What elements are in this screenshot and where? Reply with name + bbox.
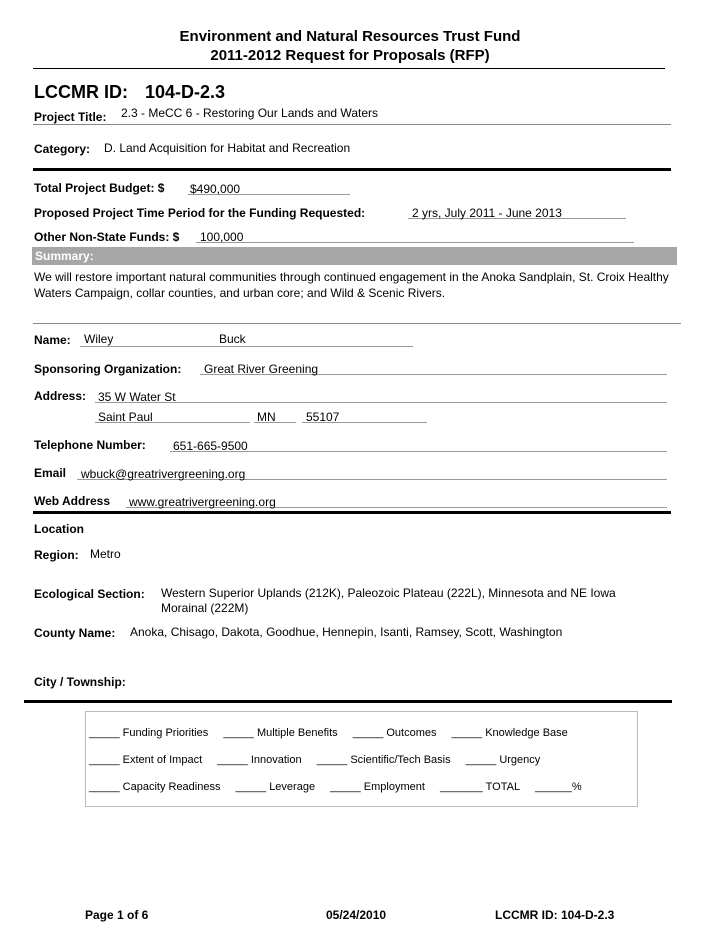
scoring-row-2 — [89, 754, 552, 766]
zip-value: 55107 — [306, 410, 340, 424]
score-knowledge-base: _____ Knowledge Base — [451, 727, 568, 739]
email-value: wbuck@greatrivergreening.org — [81, 467, 246, 481]
name-field — [80, 332, 413, 347]
footer-date: 05/24/2010 — [326, 908, 387, 922]
score-scientific-basis: _____ Scientific/Tech Basis — [316, 754, 451, 766]
nonstate-funds-field — [196, 228, 634, 243]
sponsoring-org-value: Great River Greening — [204, 362, 319, 376]
eco-section-line1: Western Superior Uplands (212K), Paleozoic Plateau (222L), Minnesota and NE Iowa — [161, 586, 616, 600]
score-capacity-readiness: _____ Capacity Readiness — [89, 781, 221, 793]
contact-rule — [33, 511, 671, 514]
eco-section-label: Ecological Section: — [34, 587, 145, 601]
nonstate-funds-value: 100,000 — [200, 230, 244, 244]
summary-rule — [33, 323, 681, 324]
state-field — [254, 408, 296, 423]
scoring-box — [85, 711, 638, 807]
summary-text: We will restore important natural communities through continued engagement in the Anoka Sandplain, St. Croix Healthy Waters Campaign, collar counties, and urban core; and Wild & Scenic Rivers. — [34, 270, 669, 300]
lccmr-id-label: LCCMR ID: — [34, 82, 128, 102]
name-label: Name: — [34, 333, 71, 347]
city-field — [95, 408, 250, 423]
county-value: Anoka, Chisago, Dakota, Goodhue, Hennepin, Isanti, Ramsey, Scott, Washington — [130, 625, 563, 639]
score-outcomes: _____ Outcomes — [352, 727, 437, 739]
title-rule — [33, 124, 671, 125]
doc-header-line2: 2011-2012 Request for Proposals (RFP) — [210, 47, 490, 64]
location-rule — [24, 700, 672, 703]
doc-header-line1: Environment and Natural Resources Trust Fund — [179, 28, 521, 45]
phone-label: Telephone Number: — [34, 438, 146, 452]
total-budget-value: $490,000 — [190, 182, 241, 196]
total-budget-field — [188, 180, 350, 195]
phone-field — [170, 437, 667, 452]
city-township-label: City / Township: — [34, 675, 126, 689]
score-urgency: _____ Urgency — [465, 754, 541, 766]
sponsoring-org-field — [200, 360, 667, 375]
first-name-value: Wiley — [84, 332, 114, 346]
footer-lccmr-id: LCCMR ID: 104-D-2.3 — [495, 908, 615, 922]
score-leverage: _____ Leverage — [235, 781, 316, 793]
category-value: D. Land Acquisition for Habitat and Recreation — [104, 141, 351, 155]
scoring-row-3 — [89, 781, 594, 793]
email-label: Email — [34, 466, 67, 480]
score-total: _______ TOTAL — [439, 781, 521, 793]
street-field — [95, 388, 667, 403]
score-extent-of-impact: _____ Extent of Impact — [89, 754, 203, 766]
email-field — [77, 465, 667, 480]
summary-bar: Summary: — [32, 247, 677, 265]
region-value: Metro — [90, 547, 121, 561]
category-label: Category: — [34, 142, 91, 156]
header-rule — [33, 68, 665, 69]
time-period-field — [408, 204, 626, 219]
city-value: Saint Paul — [98, 410, 153, 424]
web-field — [126, 493, 667, 508]
scoring-row-1 — [89, 727, 580, 739]
time-period-value: 2 yrs, July 2011 - June 2013 — [412, 206, 562, 220]
score-multiple-benefits: _____ Multiple Benefits — [223, 727, 338, 739]
phone-value: 651-665-9500 — [173, 439, 248, 453]
county-label: County Name: — [34, 626, 116, 640]
region-label: Region: — [34, 548, 79, 562]
zip-field — [302, 408, 427, 423]
score-funding-priorities: _____ Funding Priorities — [89, 727, 209, 739]
score-percent: ______% — [535, 781, 582, 793]
project-title-label: Project Title: — [34, 110, 107, 124]
sponsoring-org-label: Sponsoring Organization: — [34, 362, 182, 376]
last-name-value: Buck — [219, 332, 246, 346]
total-budget-label: Total Project Budget: $ — [34, 181, 165, 195]
eco-section-line2: Morainal (222M) — [161, 601, 249, 615]
score-employment: _____ Employment — [330, 781, 425, 793]
lccmr-id-value: 104-D-2.3 — [145, 82, 226, 102]
address-label: Address: — [34, 389, 87, 403]
nonstate-funds-label: Other Non-State Funds: $ — [34, 230, 180, 244]
time-period-label: Proposed Project Time Period for the Funding Requested: — [34, 206, 366, 220]
state-value: MN — [257, 410, 276, 424]
project-title-value: 2.3 - MeCC 6 - Restoring Our Lands and Waters — [121, 106, 378, 120]
web-value: www.greatrivergreening.org — [129, 495, 276, 509]
web-label: Web Address — [34, 494, 111, 508]
lccmr-id-heading — [34, 82, 225, 103]
location-heading: Location — [34, 522, 84, 536]
category-rule — [33, 168, 671, 171]
street-value: 35 W Water St — [98, 390, 176, 404]
score-innovation: _____ Innovation — [217, 754, 302, 766]
footer-page-number: Page 1 of 6 — [85, 908, 149, 922]
